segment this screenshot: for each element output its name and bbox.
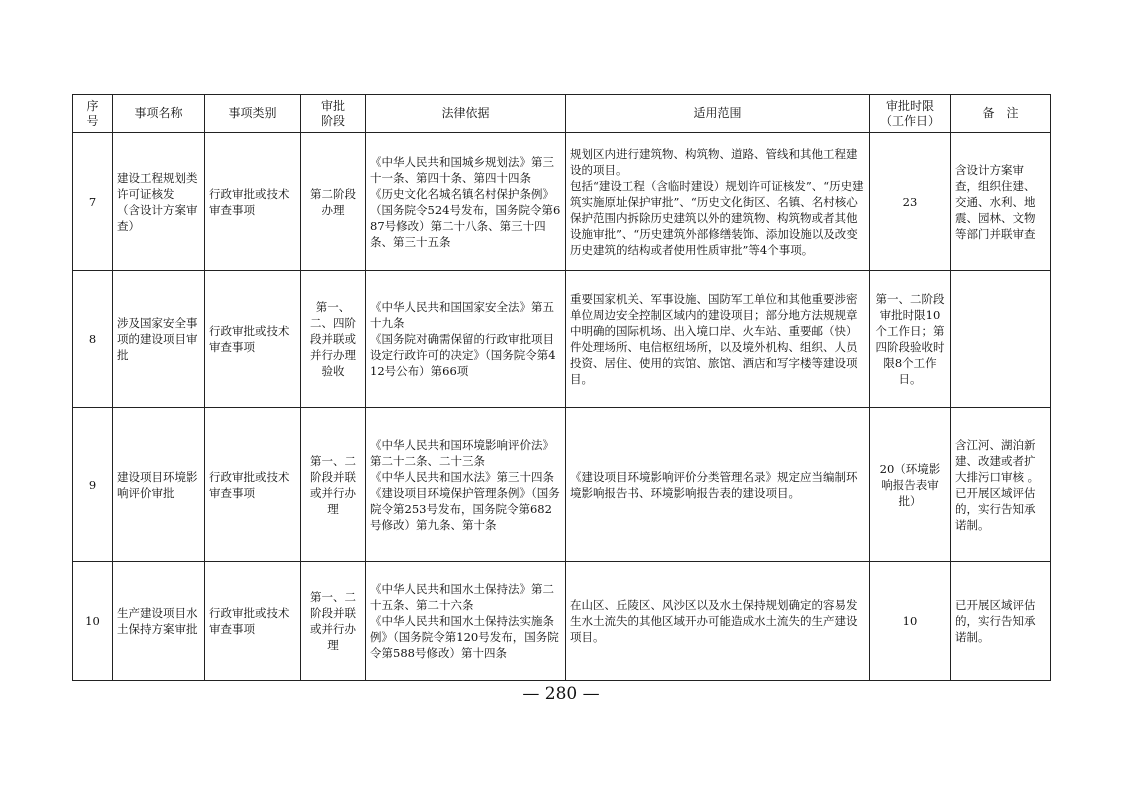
cell-basis: 《中华人民共和国城乡规划法》第三十一条、第四十条、第四十四条 《历史文化名城名镇名村保护条例》（国务院令524号发布，国务院令第687号修改）第二十八条、第三十四条、第三十五条 [366, 133, 566, 271]
cell-notes: 已开展区域评估的，实行告知承诺制。 [951, 562, 1051, 681]
table-row [73, 408, 1051, 562]
cell-basis: 《中华人民共和国国家安全法》第五十九条 《国务院对确需保留的行政审批项目设定行政许可的决定》（国务院令第412号公布）第66项 [366, 271, 566, 408]
header-time: 审批时限 （工作日） [870, 95, 951, 133]
header-no: 序 号 [73, 95, 113, 133]
cell-time: 10 [870, 562, 951, 681]
cell-scope: 规划区内进行建筑物、构筑物、道路、管线和其他工程建设的项目。 包括“建设工程（含临时建设）规划许可证核发”、“历史建筑实施原址保护审批”、“历史文化街区、名镇、名村核心保护范围内拆除历史建筑以外的建筑物、构筑物或者其他设施审批”、“历史建筑外部修缮装饰、添加设施以及改变历史建筑的结构或者使用性质审批”等4个事项。 [566, 133, 870, 271]
cell-no: 9 [73, 408, 113, 562]
cell-name: 生产建设项目水土保持方案审批 [113, 562, 205, 681]
cell-name: 建设项目环境影响评价审批 [113, 408, 205, 562]
header-name: 事项名称 [113, 95, 205, 133]
cell-notes: 含江河、湖泊新建、改建或者扩大排污口审核 。已开展区域评估的，实行告知承诺制。 [951, 408, 1051, 562]
cell-scope: 在山区、丘陵区、风沙区以及水土保持规划确定的容易发生水土流失的其他区域开办可能造成水土流失的生产建设项目。 [566, 562, 870, 681]
cell-basis: 《中华人民共和国环境影响评价法》第二十二条、二十三条 《中华人民共和国水法》第三十四条 《建设项目环境保护管理条例》（国务院令第253号发布，国务院令第682号修改）第九条、第十条 [366, 408, 566, 562]
header-basis: 法律依据 [366, 95, 566, 133]
cell-category: 行政审批或技术审查事项 [205, 408, 301, 562]
cell-category: 行政审批或技术审查事项 [205, 562, 301, 681]
table-row [73, 133, 1051, 271]
header-category: 事项类别 [205, 95, 301, 133]
cell-no: 8 [73, 271, 113, 408]
cell-notes: 含设计方案审查，组织住建、交通、水利、地震、园林、文物等部门并联审查 [951, 133, 1051, 271]
cell-no: 7 [73, 133, 113, 271]
cell-time: 20（环境影响报告表审批） [870, 408, 951, 562]
cell-name: 建设工程规划类许可证核发 （含设计方案审查） [113, 133, 205, 271]
table-row [73, 562, 1051, 681]
table-row [73, 271, 1051, 408]
cell-scope: 重要国家机关、军事设施、国防军工单位和其他重要涉密单位周边安全控制区域内的建设项目；部分地方法规规章中明确的国际机场、出入境口岸、火车站、重要邮（快）件处理场所、电信枢纽场所，以及境外机构、组织、人员投资、居住、使用的宾馆、旅馆、酒店和写字楼等建设项目。 [566, 271, 870, 408]
header-notes: 备 注 [951, 95, 1051, 133]
table-header-row [73, 95, 1051, 133]
cell-time: 23 [870, 133, 951, 271]
cell-notes [951, 271, 1051, 408]
cell-basis: 《中华人民共和国水土保持法》第二十五条、第二十六条 《中华人民共和国水土保持法实施条例》（国务院令第120号发布，国务院令第588号修改）第十四条 [366, 562, 566, 681]
cell-name: 涉及国家安全事项的建设项目审批 [113, 271, 205, 408]
cell-time: 第一、二阶段审批时限10个工作日；第四阶段验收时限8个工作日。 [870, 271, 951, 408]
cell-no: 10 [73, 562, 113, 681]
header-stage: 审批 阶段 [301, 95, 366, 133]
cell-scope: 《建设项目环境影响评价分类管理名录》规定应当编制环境影响报告书、环境影响报告表的建设项目。 [566, 408, 870, 562]
header-scope: 适用范围 [566, 95, 870, 133]
cell-stage: 第一、二、四阶段并联或并行办理验收 [301, 271, 366, 408]
cell-stage: 第一、二阶段并联或并行办理 [301, 562, 366, 681]
cell-stage: 第一、二阶段并联或并行办理 [301, 408, 366, 562]
cell-stage: 第二阶段办理 [301, 133, 366, 271]
page-number: — 280 — [522, 684, 600, 704]
cell-category: 行政审批或技术审查事项 [205, 271, 301, 408]
approval-items-table [72, 94, 1051, 681]
cell-category: 行政审批或技术审查事项 [205, 133, 301, 271]
